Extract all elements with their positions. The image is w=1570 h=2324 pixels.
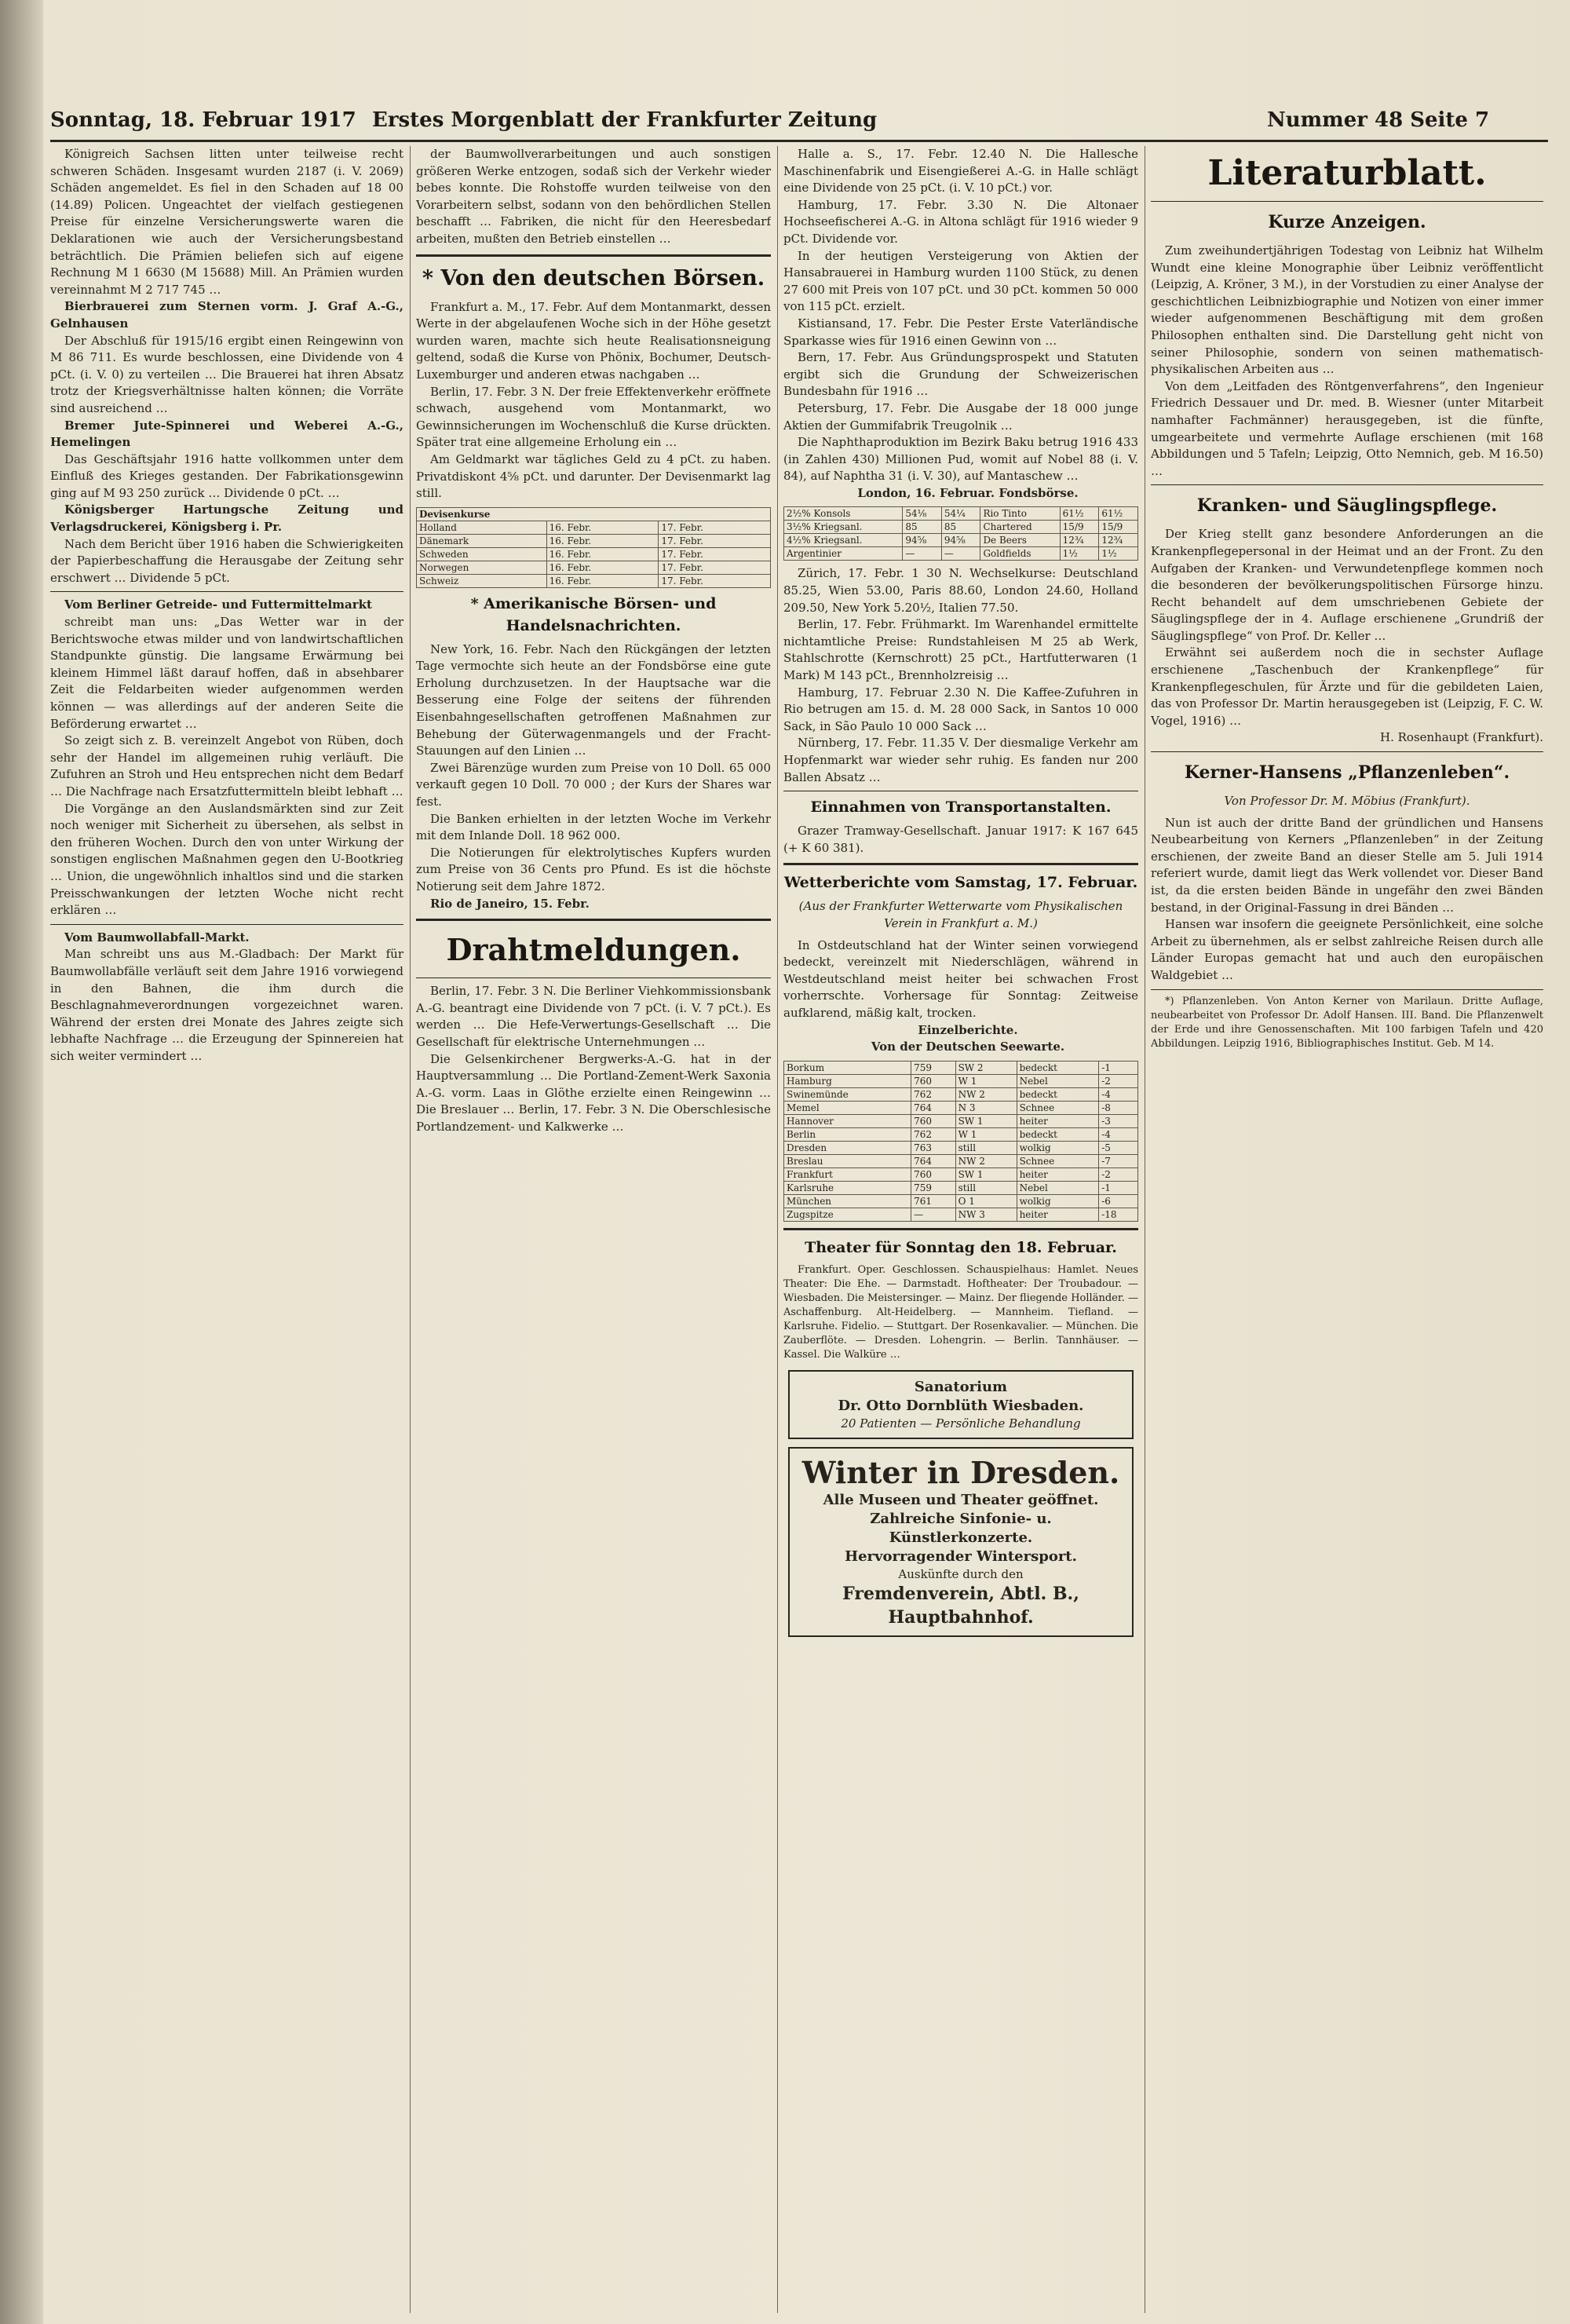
article-heading: Bierbrauerei zum Sternen vorm. J. Graf A.-G., Gelnhausen [50,299,403,331]
article-paragraph: Halle a. S., 17. Febr. 12.40 N. Die Hallesche Maschinenfabrik und Eisengießerei A.-G. in Halle schlägt eine Dividende von 25 pCt. (i. V. 10 pCt.) vor. [783,147,1138,195]
table-row: Argentinier — — Goldfields 1½ 1½ [784,547,1138,561]
weather-table [783,1061,1138,1222]
ad-line: Hervorragender Wintersport. [845,1548,1077,1565]
ad-line: Dr. Otto Dornblüth Wiesbaden. [838,1397,1084,1414]
article-paragraph: Königreich Sachsen litten unter teilweise recht schweren Schäden. Insgesamt wurden 2187 (i. V. 2069) Schäden angemeldet. Es fiel in den Schaden auf 18 00 (14.89) Policen. Ungeachtet der vielfach gestiegenen Preise für einzelne Versicherungswerte waren die Deklarationen wie auch der Versicherungsbestand beträchtlich. Die Prämien beliefen sich auf eigene Rechnung M 1 6630 (M 15688) Mill. An Prämien wurden vereinnahmt M 2 717 745 … [50,147,403,297]
table-row: Borkum 759 SW 2 bedeckt -1 [784,1061,1138,1074]
article-paragraph: Hansen war insofern die geeignete Persönlichkeit, eine solche Arbeit zu übernehmen, als er selbst zahlreiche Reisen durch alle Länder Europas gemacht hat und auch den europäischen Waldgebiet … [1151,917,1543,982]
article-paragraph: schreibt man uns: „Das Wetter war in der Berichtswoche etwas milder und von landwirtschaftlichen Standpunkte günstig. Die langsame Erwärmung bei kleinem Himmel läßt darauf hoffen, daß in absehbarer Zeit die Feldarbeiten wieder aufgenommen werden können — was allerdings auf der anderen Seite die Beförderung erwartet … [50,615,403,731]
article-paragraph: Berlin, 17. Febr. Frühmarkt. Im Warenhandel ermittelte nichtamtliche Preise: Rundstahleisen M 25 ab Werk, Stahlschrotte (Kernschrott) 25 pCt., Hartfutterwaren (1 Mark) M 143 pCt., Brennholzreisig … [783,617,1138,683]
article-paragraph: Die Vorgänge an den Auslandsmärkten sind zur Zeit noch weniger mit Sicherheit zu übersehen, als selbst in den früheren Wochen. Durch den von unter Wirkung der sonstigen englischen Maßnahmen gegen den U-Bootkrieg … Union, die ungewöhnlich inhaltlos sind und die starken Preisschwankungen der letzten Woche nicht recht erklären … [50,801,403,918]
ad-headline: Winter in Dresden. [801,1454,1120,1490]
separator [1151,201,1543,202]
table-row: 4½% Kriegsanl. 94⅝ 94⅝ De Beers 12¾ 12¾ [784,534,1138,547]
column-4 [1151,146,1543,2313]
article-paragraph: Petersburg, 17. Febr. Die Ausgabe der 18 000 junge Aktien der Gummifabrik Treugolnik … [783,400,1138,433]
article-paragraph: Zwei Bärenzüge wurden zum Preise von 10 Doll. 65 000 verkauft gegen 10 Doll. 70 000 ; der Kurs der Shares war fest. [416,760,771,809]
table-row: Dänemark 16. Febr. 17. Febr. [417,534,771,547]
article-paragraph: Die Banken erhielten in der letzten Woche im Verkehr mit dem Inlande Doll. 18 962 000. [416,811,771,843]
table-row: Hannover 760 SW 1 heiter -3 [784,1114,1138,1127]
table-row: Holland 16. Febr. 17. Febr. [417,521,771,534]
ad-line: Auskünfte durch den [898,1566,1024,1581]
section-heading: Theater für Sonntag den 18. Februar. [805,1238,1117,1256]
ad-line: Sanatorium [914,1378,1008,1395]
article-heading: Rio de Janeiro, 15. Febr. [430,896,590,911]
separator [50,591,403,592]
article-paragraph: Berlin, 17. Febr. 3 N. Die Berliner Viehkommissionsbank A.-G. beantragt eine Dividende von 7 pCt. (i. V. 7 pCt.). Es werden … Die Hefe-Verwertungs-Gesellschaft … Die Gesellschaft für elektrische Unternehmungen … [416,984,771,1049]
page-header [50,108,1570,141]
article-paragraph: Erwähnt sei außerdem noch die in sechster Auflage erschienene „Taschenbuch der Krankenpflege“ für Krankenpflegeschulen, für Ärzte und für die gebildeten Laien, das von Professor Dr. Martin herausgegeben ist (Leipzig, F. C. W. Vogel, 1916) … [1151,645,1543,728]
separator [416,919,771,921]
article-paragraph: der Baumwollverarbeitungen und auch sonstigen größeren Werke entzogen, sodaß sich der Verkehr wieder bebes konnte. Die Rohstoffe wurden teilweise von den Vorarbeitern selbst, sodann von den behördlichen Stellen beschafft … Fabriken, die nicht für den Heeresbedarf arbeiten, mußten den Betrieb einstellen … [416,147,771,246]
table-row: 2½% Konsols 54⅛ 54¼ Rio Tinto 61½ 61½ [784,507,1138,521]
article-paragraph: Berlin, 17. Febr. 3 N. Der freie Effektenverkehr eröffnete schwach, ausgehend vom Montanmarkt, wo Gewinnsicherungen im Wochenschluß die Kurse drückten. Später trat eine allgemeine Erholung ein … [416,384,771,450]
table-row: Karlsruhe 759 still Nebel -1 [784,1181,1138,1194]
table-row: Hamburg 760 W 1 Nebel -2 [784,1074,1138,1087]
separator [1151,989,1543,990]
table-row: Memel 764 N 3 Schnee -8 [784,1101,1138,1114]
table-row: Schweiz 16. Febr. 17. Febr. [417,574,771,587]
subheading: (Aus der Frankfurter Wetterwarte vom Physikalischen Verein in Frankfurt a. M.) [798,899,1123,930]
header-edition: Erstes Morgenblatt der Frankfurter Zeitung [372,108,878,132]
article-paragraph: Nun ist auch der dritte Band der gründlichen und Hansens Neubearbeitung von Kerners „Pflanzenleben“ in der Zeitung erschienen, der zweite Band an dieser Stelle am 5. Juli 1914 referiert wurde, damit liegt das Werk vollendet vor. Dieser Band ist, da die ersten beiden Bände in ungefähr den zwei Bänden bestand, in der Original-Fassung in drei Bänden … [1151,815,1543,915]
article-heading: Bremer Jute-Spinnerei und Weberei A.-G., Hemelingen [50,418,403,450]
article-paragraph: Der Krieg stellt ganz besondere Anforderungen an die Krankenpflegepersonal in der Heimat und an der Front. Zu den Aufgaben der Kranken- und Verwundetenpflege kommen noch die besonderen der bevölkerungspolitischen Fürsorge hinzu. Recht behandelt auf dem umschriebenen Gebiete der Säuglingspflege der in 4. Auflage erschienene „Grundriß der Säuglingspflege“ von Prof. Dr. Keller … [1151,527,1543,643]
article-paragraph: Die Notierungen für elektrolytisches Kupfers wurden zum Preise von 36 Cents pro Pfund. Es ist die höchste Notierung seit dem Jahre 1872. [416,845,771,893]
table-row: Zugspitze — NW 3 heiter -18 [784,1208,1138,1221]
article-paragraph: Man schreibt uns aus M.-Gladbach: Der Markt für Baumwollabfälle verläuft seit dem Jahre 1916 vorwiegend in den Bahnen, die ihm durch die Beschlagnahmeverordnungen vorgezeichnet waren. Während der ersten drei Monate des Jahres zeigte sich lebhafte Nachfrage … die Erzeugung der Spinnereien hat sich weiter vermindert … [50,947,403,1063]
article-paragraph: Am Geldmarkt war tägliches Geld zu 4 pCt. zu haben. Privatdiskont 4⅝ pCt. und darunter. Der Devisenmarkt lag still. [416,451,771,501]
table-row: Frankfurt 760 SW 1 heiter -2 [784,1167,1138,1181]
table-row: Norwegen 16. Febr. 17. Febr. [417,561,771,574]
article-paragraph: Hamburg, 17. Februar 2.30 N. Die Kaffee-Zufuhren in Rio betrugen am 15. d. M. 28 000 Sack, in Santos 10 000 Sack, in São Paulo 10 000 Sack … [783,685,1138,733]
ad-line: Alle Museen und Theater geöffnet. [823,1491,1099,1508]
article-paragraph: So zeigt sich z. B. vereinzelt Angebot von Rüben, doch sehr der Handel im allgemeinen ruhig verläuft. Die Zufuhren an Stroh und Heu entsprechen nicht dem Bedarf … Die Nachfrage nach Ersatzfuttermitteln bleibt lebhaft … [50,733,403,798]
article-paragraph: Von dem „Leitfaden des Röntgenverfahrens“, den Ingenieur Friedrich Dessauer und Dr. med. B. Wiesner (unter Mitarbeit namhafter Fachmänner) herausgegeben, ist die fünfte, umgearbeitete und vermehrte Auflage erschienen (mit 168 Abbildungen und 5 Tafeln; Leipzig, Otto Nemnich, geb. M 16.50) … [1151,378,1543,478]
separator [50,924,403,925]
table-row: Dresden 763 still wolkig -5 [784,1141,1138,1154]
article-paragraph: Frankfurt. Oper. Geschlossen. Schauspielhaus: Hamlet. Neues Theater: Die Ehe. — Darmstadt. Hoftheater: Der Troubadour. — Wiesbaden. Die Meistersinger. — Mainz. Der fliegende Holländer. — Aschaffenburg. Alt-Heidelberg. — Mannheim. Tiefland. — Karlsruhe. Fidelio. — Stuttgart. Der Rosenkavalier. — München. Die Zauberflöte. — Dresden. Lohengrin. — Berlin. Tannhäuser. — Kassel. Die Walküre … [783,1263,1138,1361]
article-heading: Königsberger Hartungsche Zeitung und Verlagsdruckerei, Königsberg i. Pr. [50,502,403,535]
article-heading: Von der Deutschen Seewarte. [871,1040,1065,1054]
section-heading: * Von den deutschen Börsen. [422,265,765,290]
section-title: Literaturblatt. [1207,153,1487,193]
table-row: Berlin 762 W 1 bedeckt -4 [784,1127,1138,1141]
article-paragraph: Zum zweihundertjährigen Todestag von Leibniz hat Wilhelm Wundt eine kleine Monographie über Leibniz veröffentlicht (Leipzig, A. Kröner, 3 M.), in der Vorstudien zu einer Analyse der geschichtlichen Leibnizbiographie und Notizen von einer immer wieder aufgenommenen Beschäftigung mit dem großen Philosophen enthalten sind. Die Darstellung geht nicht von seiner Philosophie, sondern von seinen mathematisch-physikalischen Arbeiten aus … [1151,243,1543,377]
column-2 [416,146,771,2313]
byline: Von Professor Dr. M. Möbius (Frankfurt). [1224,794,1470,809]
header-rule [50,140,1548,142]
table-row: Swinemünde 762 NW 2 bedeckt -4 [784,1087,1138,1101]
article-paragraph: In Ostdeutschland hat der Winter seinen vorwiegend bedeckt, vereinzelt mit Niederschlägen, während in Westdeutschland meist heiter bei schwachen Frost vorherrschte. Vorhersage für Sonntag: Zeitweise aufklarend, mäßig kalt, trocken. [783,937,1138,1020]
article-paragraph: Das Geschäftsjahr 1916 hatte vollkommen unter dem Einfluß des Krieges gestanden. Der Fabrikationsgewinn ging auf M 93 250 zurück … Dividende 0 pCt. … [50,451,403,500]
binding-gutter [0,0,43,2324]
separator [783,863,1138,865]
separator [783,1228,1138,1230]
ad-line: Zahlreiche Sinfonie- u. Künstlerkonzerte. [870,1510,1052,1546]
currency-table [416,507,771,588]
london-stock-table [783,506,1138,561]
section-heading: Kerner-Hansens „Pflanzenleben“. [1184,762,1510,784]
separator [416,254,771,257]
advertisement-dresden [788,1447,1134,1637]
advertisement-sanatorium [788,1370,1134,1439]
article-paragraph: New York, 16. Febr. Nach den Rückgängen der letzten Tage vermochte sich heute an der Fondsbörse eine gute Erholung durchzusetzen. In der Hauptsache war die Besserung eine Folge der seitens der führenden Eisenbahngesellschaften getroffenen Maßnahmen zur Behebung der Güterwagenmangels und der Fracht-Stauungen auf den Linien … [416,641,771,758]
separator [416,977,771,978]
section-heading: Kranken- und Säuglingspflege. [1196,495,1498,517]
article-heading: Einzelberichte. [918,1022,1018,1037]
article-paragraph: Hamburg, 17. Febr. 3.30 N. Die Altonaer Hochseefischerei A.-G. in Altona schlägt für 1916 wieder 9 pCt. Dividende vor. [783,197,1138,246]
section-heading: * Amerikanische Börsen- und Handelsnachrichten. [470,594,717,634]
article-paragraph: Bern, 17. Febr. Aus Gründungsprospekt und Statuten ergibt sich die Grundung der Schweizerischen Bundesbahn für 1916 … [783,350,1138,399]
table-row: München 761 O 1 wolkig -6 [784,1194,1138,1208]
ad-line: Hauptbahnhof. [888,1606,1034,1628]
article-paragraph: Die Gelsenkirchener Bergwerks-A.-G. hat in der Hauptversammlung … Die Portland-Zement-Werk Saxonia A.-G. vorm. Laas in Glöthe erzielte einen Reingewinn … Die Breslauer … Berlin, 17. Febr. 3 N. Die Oberschlesische Portlandzement- und Kalkwerke … [416,1051,771,1134]
column-divider [777,146,778,2313]
article-paragraph: Grazer Tramway-Gesellschaft. Januar 1917: K 167 645 (+ K 60 381). [783,824,1138,855]
article-signature: H. Rosenhaupt (Frankfurt). [1380,730,1543,745]
table-row: Schweden 16. Febr. 17. Febr. [417,547,771,561]
separator [1151,484,1543,485]
footnote: *) Pflanzenleben. Von Anton Kerner von Marilaun. Dritte Auflage, neubearbeitet von Professor Dr. Adolf Hansen. III. Band. Die Pflanzenwelt der Erde und ihre Genossenschaften. Mit 100 farbigen Tafeln und 420 Abbildungen. Leipzig 1916, Bibliographisches Institut. Geb. M 14. [1151,995,1543,1050]
column-1 [50,146,403,2313]
article-paragraph: Nürnberg, 17. Febr. 11.35 V. Der diesmalige Verkehr am Hopfenmarkt war wieder sehr ruhig. Es fanden nur 200 Ballen Absatz … [783,736,1138,784]
table-row: Breslau 764 NW 2 Schnee -7 [784,1154,1138,1167]
column-3 [783,146,1138,2313]
article-paragraph: Die Naphthaproduktion im Bezirk Baku betrug 1916 433 (in Zahlen 430) Millionen Pud, womit auf Nobel 88 (i. V. 84), auf Naphtha 31 (i. V. 30), auf Mantaschew … [783,435,1138,484]
column-divider [410,146,411,2313]
ad-line: Fremdenverein, Abtl. B., [842,1583,1079,1604]
separator [1151,751,1543,752]
header-page-number: Nummer 48 Seite 7 [1267,108,1490,132]
section-heading: Kurze Anzeigen. [1268,212,1426,232]
article-paragraph: Kistiansand, 17. Febr. Die Pester Erste Vaterländische Sparkasse wies für 1916 einen Gewinn von … [783,316,1138,348]
article-paragraph: Nach dem Bericht über 1916 haben die Schwierigkeiten der Papierbeschaffung die Herausgabe der Zeitung sehr erschwert … Dividende 5 pCt. [50,536,403,585]
article-paragraph: In der heutigen Versteigerung von Aktien der Hansabrauerei in Hamburg wurden 1100 Stück, zu denen 27 600 mit Preis von 107 pCt. und 30 pCt. kommen 50 000 von 115 pCt. erzielt. [783,248,1138,314]
table-title: Devisenkurse [417,507,771,521]
table-row: 3½% Kriegsanl. 85 85 Chartered 15/9 15/9 [784,521,1138,534]
article-paragraph: Der Abschluß für 1915/16 ergibt einen Reingewinn von M 86 711. Es wurde beschlossen, eine Dividende von 4 pCt. (i. V. 0) zu verteilen … Die Brauerei hat ihren Absatz trotz der Kriegsverhältnisse halten können; die Vorräte sind ausreichend … [50,333,403,415]
article-heading: London, 16. Februar. Fondsbörse. [857,485,1079,500]
article-paragraph: Zürich, 17. Febr. 1 30 N. Wechselkurse: Deutschland 85.25, Wien 53.00, Paris 88.60, London 24.60, Holland 209.50, New York 5.20½, Italien 77.50. [783,566,1138,615]
article-paragraph: Frankfurt a. M., 17. Febr. Auf dem Montanmarkt, dessen Werte in der abgelaufenen Woche sich in der Höhe gesetzt wurden waren, machte sich heute Realisationsneigung geltend, sodaß die Kurse von Phönix, Bochumer, Deutsch-Luxemburger und anderen etwas nachgaben … [416,299,771,382]
article-heading: Vom Berliner Getreide- und Futtermittelmarkt [64,597,372,612]
ad-line: 20 Patienten — Persönliche Behandlung [841,1416,1081,1431]
header-date: Sonntag, 18. Februar 1917 [50,108,356,132]
article-heading: Vom Baumwollabfall-Markt. [64,930,250,945]
section-heading: Wetterberichte vom Samstag, 17. Februar. [783,874,1138,892]
section-heading: Drahtmeldungen. [446,932,741,968]
section-heading: Einnahmen von Transportanstalten. [810,798,1112,817]
